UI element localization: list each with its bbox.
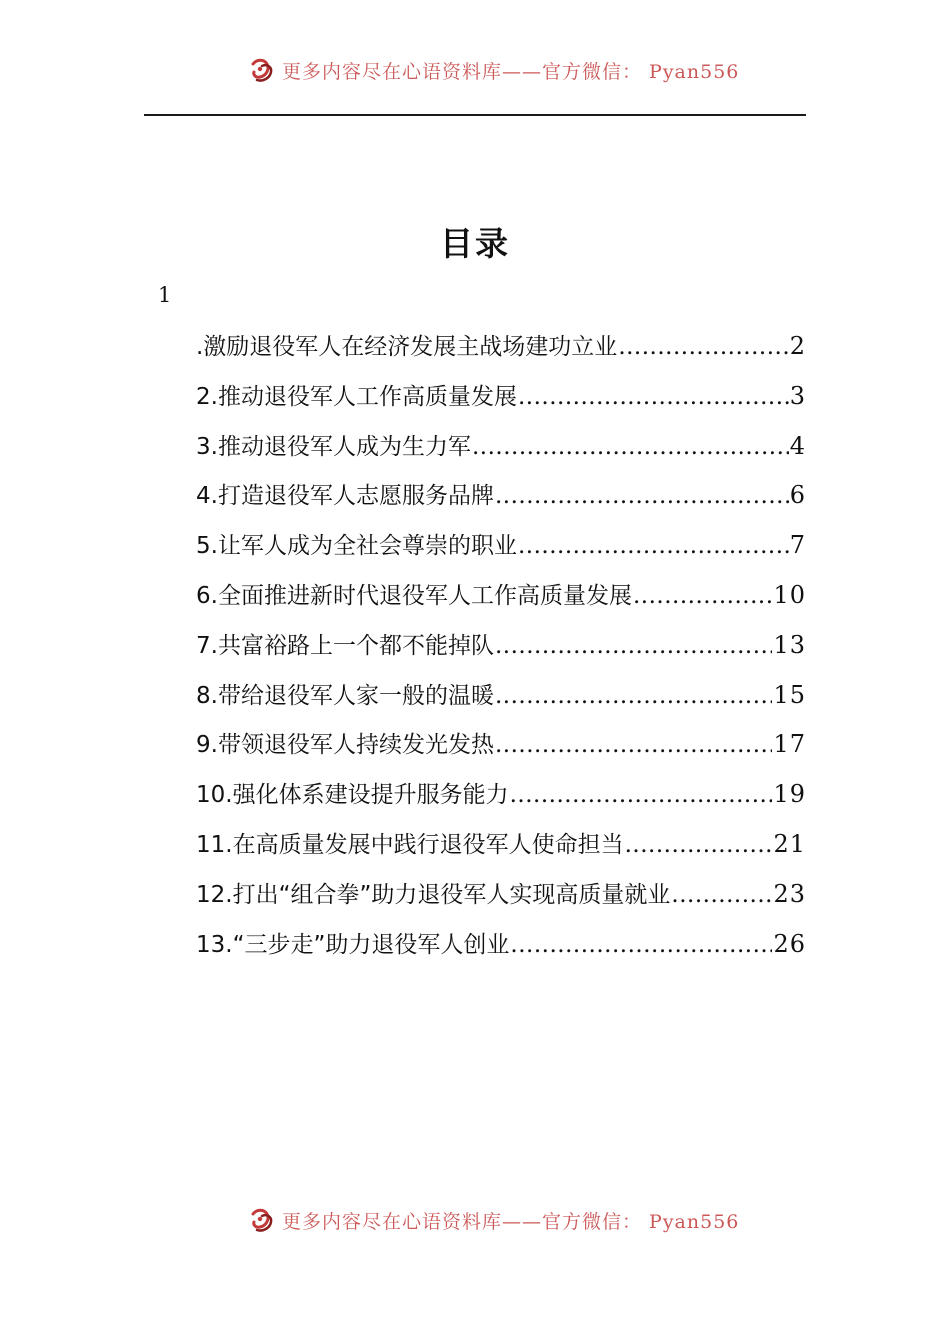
toc-entry-page-number: 4 — [789, 431, 806, 460]
toc-entry-title: 3.推动退役军人成为生力军 — [196, 433, 471, 460]
toc-entry-title: 2.推动退役军人工作高质量发展 — [196, 383, 517, 410]
toc-dot-leader — [633, 575, 773, 617]
toc-entry-page-number: 19 — [773, 780, 806, 809]
toc-entry-page-number: 13 — [773, 630, 806, 659]
toc-entry-title: 9.带领退役军人持续发光发热 — [196, 732, 494, 759]
toc-dot-leader — [618, 326, 788, 368]
brand-logo-icon — [248, 1206, 276, 1234]
footer-watermark — [0, 1206, 950, 1236]
toc-entry[interactable] — [196, 474, 806, 524]
toc-entry-title: 6.全面推进新时代退役军人工作高质量发展 — [196, 582, 632, 609]
toc-dot-leader — [472, 426, 789, 468]
toc-entry-title: .激励退役军人在经济发展主战场建功立业 — [196, 334, 618, 360]
toc-entry[interactable] — [196, 823, 806, 873]
toc-entry-title: 7.共富裕路上一个都不能掉队 — [196, 632, 494, 659]
toc-entry-page-number: 17 — [773, 730, 806, 759]
toc-entry[interactable] — [196, 624, 806, 674]
toc-entry-title: 13.“三步走”助力退役军人创业 — [196, 931, 510, 958]
toc-dot-leader — [625, 824, 773, 866]
toc-entry-title: 10.强化体系建设提升服务能力 — [196, 782, 509, 809]
header-divider — [144, 114, 806, 116]
toc-dot-leader — [495, 675, 773, 717]
toc-dot-leader — [495, 475, 789, 517]
toc-entry-title: 11.在高质量发展中践行退役军人使命担当 — [196, 831, 624, 858]
toc-entry-page-number: 23 — [773, 879, 806, 908]
toc-entry[interactable] — [196, 723, 806, 773]
header-watermark — [0, 56, 950, 86]
toc-entry[interactable] — [196, 524, 806, 574]
watermark-text: 更多内容尽在心语资料库——官方微信： Pyan556 — [282, 1210, 740, 1233]
toc-dot-leader — [495, 625, 773, 667]
toc-entry-page-number: 3 — [789, 381, 806, 410]
toc-entry-page-number: 21 — [773, 829, 806, 858]
toc-entry-title: 4.打造退役军人志愿服务品牌 — [196, 483, 494, 510]
toc-entry-title: 8.带给退役军人家一般的温暖 — [196, 682, 494, 709]
toc-dot-leader — [671, 874, 772, 916]
toc-entry[interactable] — [196, 674, 806, 724]
table-of-contents — [196, 325, 806, 972]
toc-entry[interactable] — [196, 923, 806, 973]
toc-entry-title: 5.让军人成为全社会尊崇的职业 — [196, 533, 517, 560]
toc-entry-page-number: 6 — [789, 481, 806, 510]
toc-entry[interactable] — [196, 425, 806, 475]
toc-entry-page-number: 2 — [789, 332, 806, 360]
toc-title: 目录 — [440, 224, 510, 263]
toc-dot-leader — [510, 774, 773, 816]
toc-entry-page-number: 15 — [773, 680, 806, 709]
toc-dot-leader — [495, 724, 773, 766]
toc-entry-page-number: 10 — [773, 580, 806, 609]
toc-entry[interactable] — [196, 375, 806, 425]
toc-entry[interactable] — [196, 873, 806, 923]
toc-dot-leader — [518, 376, 789, 418]
toc-entry-page-number: 26 — [773, 929, 806, 958]
toc-lead-number: 1 — [158, 283, 172, 307]
toc-entry-title: 12.打出“组合拳”助力退役军人实现高质量就业 — [196, 881, 671, 908]
toc-entry[interactable] — [196, 325, 806, 375]
toc-entry-page-number: 7 — [789, 531, 806, 560]
toc-entry[interactable] — [196, 574, 806, 624]
toc-dot-leader — [510, 924, 772, 966]
toc-dot-leader — [518, 525, 789, 567]
watermark-text: 更多内容尽在心语资料库——官方微信： Pyan556 — [282, 60, 740, 83]
brand-logo-icon — [248, 56, 276, 84]
toc-entry[interactable] — [196, 773, 806, 823]
